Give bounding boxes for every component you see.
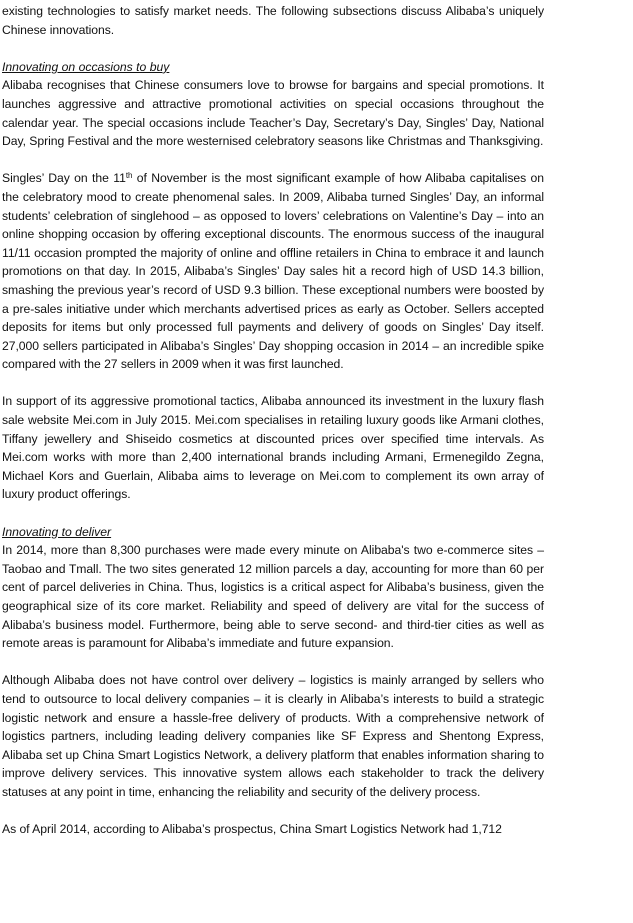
singles-day-body: of November is the most significant example of how Alibaba capitalises on the celebratory mood to create phenomenal sales. In 2009, Alibaba turned Singles’ Day, an informal students’ celebration of singlehood – as opposed to lovers’ celebrations on Valentine’s Day – into an online shopping occasion by offering exceptional discounts. The enormous success of the inaugural 11/11 occasion prompted the majority of online and offline retailers in China to embrace it and launch promotions on that day. In 2015, Alibaba’s Singles’ Day sales hit a record high of USD 14.3 billion, smashing the previous year’s record of USD 9.3 billion. These exceptional numbers were boosted by a pre-sales initiative under which merchants advertised prices as early as October. Sellers accepted deposits for items but only processed full payments and delivery of goods on Singles’ Day itself. 27,000 sellers participated in Alibaba’s Singles’ Day shopping occasion in 2014 – an incredible spike compared with the 27 sellers in 2009 when it was first launched.	[2, 171, 545, 372]
occasions-paragraph-1: Alibaba recognises that Chinese consumers love to browse for bargains and special promotions. It launches aggressive and attractive promotional activities on special occasions throughout the calendar year. The special occasions include Teacher’s Day, Secretary’s Day, Singles’ Day, National Day, Spring Festival and the more westernised celebratory seasons like Christmas and Thanksgiving.	[2, 78, 544, 149]
spacer	[2, 802, 544, 821]
spacer	[2, 504, 544, 523]
spacer	[2, 653, 544, 672]
spacer	[2, 39, 544, 58]
deliver-paragraph-2: Although Alibaba does not have control over delivery – logistics is mainly arranged by sellers who tend to outsource to local delivery companies – it is clearly in Alibaba’s interests to build a strategic logistic network and ensure a hassle-free delivery of products. With a comprehensive network of logistics partners, including leading delivery companies like SF Express and Shentong Express, Alibaba set up China Smart Logistics Network, a delivery platform that enables information sharing to improve delivery services. This innovative system allows each stakeholder to track the delivery statuses at any point in time, enhancing the reliability and security of the delivery process.	[2, 673, 544, 799]
deliver-paragraph-1: In 2014, more than 8,300 purchases were made every minute on Alibaba's two e-commerce sites – Taobao and Tmall. The two sites generated 12 million parcels a day, accounting for more than 60 per cent of parcel deliveries in China. Thus, logistics is a critical aspect for Alibaba’s business, given the geographical size of its core market. Reliability and speed of delivery are vital for the success of Alibaba’s business model. Furthermore, being able to serve second- and third-tier cities as well as remote areas is paramount for Alibaba’s immediate and future expansion.	[2, 543, 544, 651]
document-page	[2, 2, 544, 839]
singles-day-lead: Singles’ Day on the 11	[2, 171, 126, 186]
spacer	[2, 151, 544, 170]
occasions-paragraph-2	[2, 169, 544, 374]
ordinal-superscript: th	[125, 171, 133, 181]
intro-paragraph: existing technologies to satisfy market needs. The following subsections discuss Alibaba’s uniquely Chinese innovations.	[2, 4, 544, 37]
section-heading-deliver: Innovating to deliver	[2, 524, 112, 539]
spacer	[2, 374, 544, 393]
deliver-paragraph-3: As of April 2014, according to Alibaba’s prospectus, China Smart Logistics Network had 1,712	[2, 822, 502, 837]
section-heading-occasions: Innovating on occasions to buy	[2, 59, 170, 74]
occasions-paragraph-3: In support of its aggressive promotional tactics, Alibaba announced its investment in the luxury flash sale website Mei.com in July 2015. Mei.com specialises in retailing luxury goods like Armani clothes, Tiffany jewellery and Shiseido cosmetics at discounted prices over specified time intervals. As Mei.com works with more than 2,400 international brands including Armani, Ermenegildo Zegna, Michael Kors and Guerlain, Alibaba aims to leverage on Mei.com to complement its own array of luxury product offerings.	[2, 394, 544, 502]
